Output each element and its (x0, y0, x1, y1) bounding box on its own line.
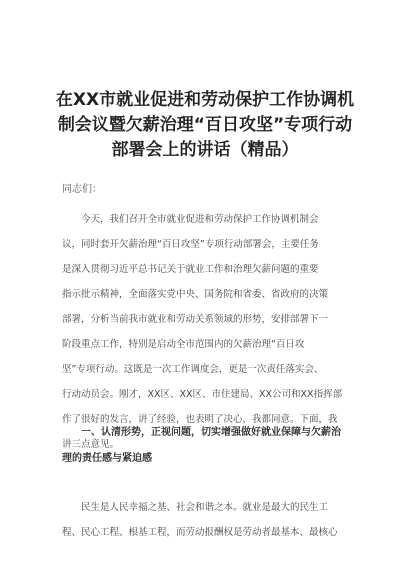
document-title (40, 88, 370, 163)
paragraph-line: 民生是人民幸福之基、社会和谐之本。就业是最大的民生工 (81, 502, 329, 513)
paragraph-line: 议，同时套开欠薪治理“百日攻坚”专项行动部署会，主要任务 (62, 239, 319, 250)
paragraph-line: 作了很好的发言，讲了经验，也表明了决心，我都同意。下面，我 (62, 414, 338, 425)
paragraph-line: 部署，分析当前我市就业和劳动关系领域的形势，安排部署下一 (62, 314, 329, 325)
salutation: 同志们： (62, 184, 102, 195)
paragraph-livelihood (62, 495, 366, 545)
paragraph-line: 阶段重点工作，特别是启动全市范围内的欠薪治理“百日攻 (62, 339, 305, 350)
paragraph-line: 指示批示精神，全面落实党中央、国务院和省委、省政府的决策 (62, 289, 329, 300)
section-heading-line: 理的责任感与紧迫感 (62, 453, 152, 464)
paragraph-line: 行动动员会。刚才，XX区、XX区、市住建局、XX公司和XX指挥部 (62, 389, 343, 400)
paragraph-line: 程、民心工程、根基工程，而劳动报酬权是劳动者最基本、最核心 (62, 527, 338, 538)
paragraph-line: 讲三点意见。 (62, 439, 120, 450)
title-line: 在XX市就业促进和劳动保护工作协调机 (55, 90, 355, 110)
section-heading-line: 一、认清形势，正视问题，切实增强做好就业保障与欠薪治 (81, 427, 341, 438)
title-line: 制会议暨欠薪治理“百日攻坚”专项行动 (57, 115, 353, 135)
section-heading (62, 420, 366, 472)
title-line: 部署会上的讲话（精品） (111, 140, 299, 160)
paragraph-line: 是深入贯彻习近平总书记关于就业工作和治理欠薪问题的重要 (62, 264, 319, 275)
paragraph-line: 坚”专项行动。这既是一次工作调度会，更是一次责任落实会、 (62, 364, 324, 375)
paragraph-line: 今天，我们召开全市就业促进和劳动保护工作协调机制会 (81, 214, 319, 225)
